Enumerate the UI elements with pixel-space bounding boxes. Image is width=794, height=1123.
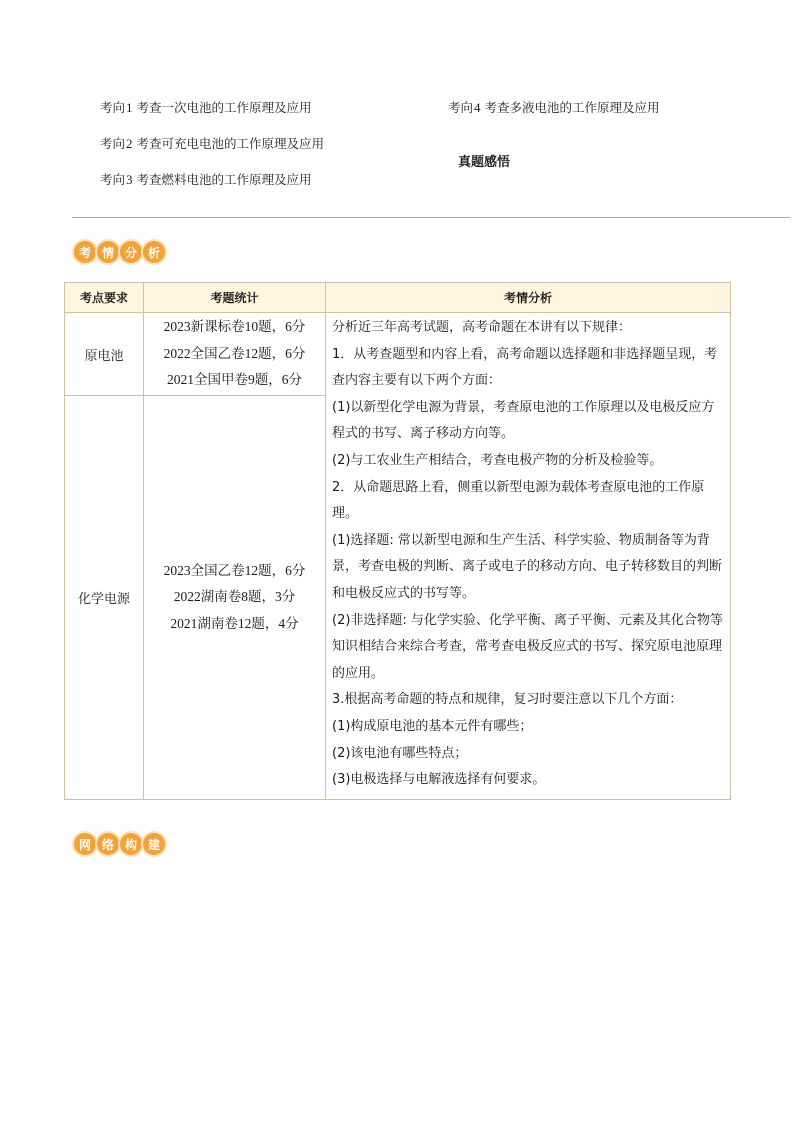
analysis-paragraph: 3.根据高考命题的特点和规律，复习时要注意以下几个方面： xyxy=(332,692,683,708)
toc-item-1[interactable]: 考向1 考查一次电池的工作原理及应用 xyxy=(100,100,312,115)
stats-cell xyxy=(144,396,326,800)
toc-item-2[interactable]: 考向2 考查可充电电池的工作原理及应用 xyxy=(100,136,325,151)
section-badge-analysis xyxy=(74,241,165,263)
analysis-paragraph: (2)非选择题: 与化学实验、化学平衡、离子平衡、元素及其化合物等知识相结合来综合考查，常考查电极反应式的书写、探究原电池原理的应用。 xyxy=(332,612,723,681)
stat-line: 2022全国乙卷12题，6分 xyxy=(163,345,306,361)
category-cell: 原电池 xyxy=(65,313,144,396)
badge-char: 考 xyxy=(74,241,96,263)
analysis-paragraph: (2)与工农业生产相结合，考查电极产物的分析及检验等。 xyxy=(332,452,663,468)
toc-item-3[interactable]: 考向3 考查燃料电池的工作原理及应用 xyxy=(100,172,312,187)
stat-line: 2023新课标卷10题，6分 xyxy=(163,319,306,335)
section-badge-network xyxy=(74,833,165,855)
badge-char: 分 xyxy=(120,241,142,263)
analysis-paragraph: 1．从考查题型和内容上看，高考命题以选择题和非选择题呈现，考查内容主要有以下两个方面： xyxy=(332,346,718,389)
category-cell: 化学电源 xyxy=(65,396,144,800)
badge-char: 网 xyxy=(74,833,96,855)
analysis-paragraph: (1)选择题: 常以新型电源和生产生活、科学实验、物质制备等为背景，考查电极的判断、离子或电子的移动方向、电子转移数目的判断和电极反应式的书写等。 xyxy=(332,532,723,601)
stat-line: 2023全国乙卷12题，6分 xyxy=(163,562,306,578)
analysis-paragraph: (2)该电池有哪些特点； xyxy=(332,745,468,761)
stat-line: 2022湖南卷8题，3分 xyxy=(173,589,296,605)
table-header-row xyxy=(65,283,731,313)
analysis-paragraph: 2．从命题思路上看，侧重以新型电源为载体考查原电池的工作原理。 xyxy=(332,479,705,522)
badge-char: 络 xyxy=(97,833,119,855)
stat-line: 2021全国甲卷9题，6分 xyxy=(167,372,302,388)
stats-cell xyxy=(144,313,326,396)
analysis-paragraph: 分析近三年高考试题，高考命题在本讲有以下规律： xyxy=(332,320,632,335)
badge-char: 情 xyxy=(97,241,119,263)
badge-char: 建 xyxy=(143,833,165,855)
badge-char: 析 xyxy=(143,241,165,263)
toc-item-4[interactable]: 考向4 考查多液电池的工作原理及应用 xyxy=(448,100,660,115)
analysis-paragraph: (1)构成原电池的基本元件有哪些； xyxy=(332,718,533,734)
divider xyxy=(72,217,790,218)
header-statistics: 考题统计 xyxy=(144,283,326,313)
analysis-table xyxy=(64,282,731,800)
header-requirement: 考点要求 xyxy=(65,283,144,313)
analysis-paragraph: (1)以新型化学电源为背景，考查原电池的工作原理以及电极反应方程式的书写、离子移动方向等。 xyxy=(332,399,715,442)
toc-real-exam[interactable]: 真题感悟 xyxy=(458,155,511,170)
analysis-cell xyxy=(326,313,731,800)
analysis-paragraph: (3)电极选择与电解液选择有何要求。 xyxy=(332,772,546,788)
badge-char: 构 xyxy=(120,833,142,855)
header-analysis: 考情分析 xyxy=(326,283,731,313)
stat-line: 2021湖南卷12题，4分 xyxy=(170,615,299,631)
table-row xyxy=(65,313,731,396)
